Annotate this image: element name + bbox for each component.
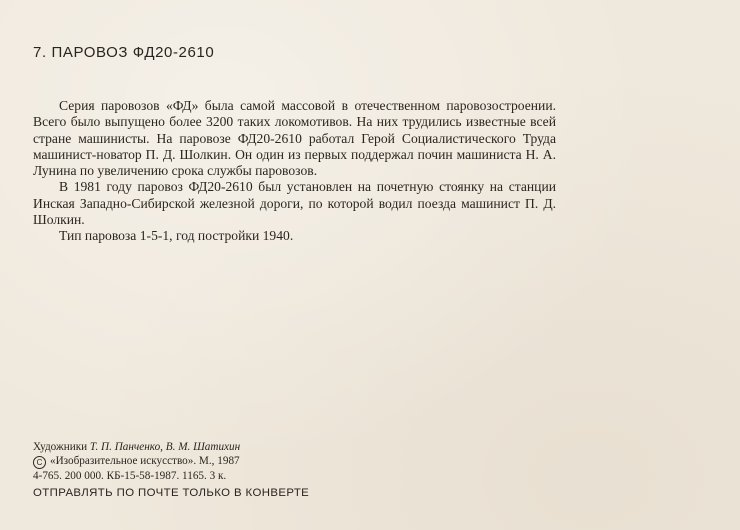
artists-label: Художники (33, 441, 88, 453)
paragraph-monument: В 1981 году паровоз ФД20-2610 был установлен на почетную стоянку на станции Инская Западно-Сибирской железной дороги, по которой водил поезда машинист П. Д. Шолкин. (33, 179, 556, 228)
description-text (33, 98, 556, 245)
mailing-note: ОТПРАВЛЯТЬ ПО ПОЧТЕ ТОЛЬКО В КОНВЕРТЕ (33, 487, 310, 499)
page-title: 7. ПАРОВОЗ ФД20-2610 (33, 44, 215, 61)
paragraph-history: Серия паровозов «ФД» была самой массовой в отечественном паровозостроении. Всего было выпущено более 3200 таких локомотивов. На них трудились известные всей стране машинисты. На паровозе ФД20-2610 работал Герой Социалистического Труда машинист-новатор П. Д. Шолкин. Он один из первых поддержал почин машиниста Н. А. Лунина по увеличению срока службы паровозов. (33, 98, 556, 179)
publisher-line (33, 454, 240, 469)
paragraph-specs: Тип паровоза 1-5-1, год постройки 1940. (59, 228, 294, 244)
artists-line (33, 440, 240, 454)
artists-names: Т. П. Панченко, В. М. Шатихин (89, 441, 241, 453)
credits-block (33, 440, 240, 483)
copyright-icon: C (33, 456, 46, 469)
print-info: 4-765. 200 000. КБ-15-58-1987. 1165. 3 к. (33, 470, 227, 482)
publisher-text: «Изобразительное искусство». М., 1987 (50, 455, 240, 467)
